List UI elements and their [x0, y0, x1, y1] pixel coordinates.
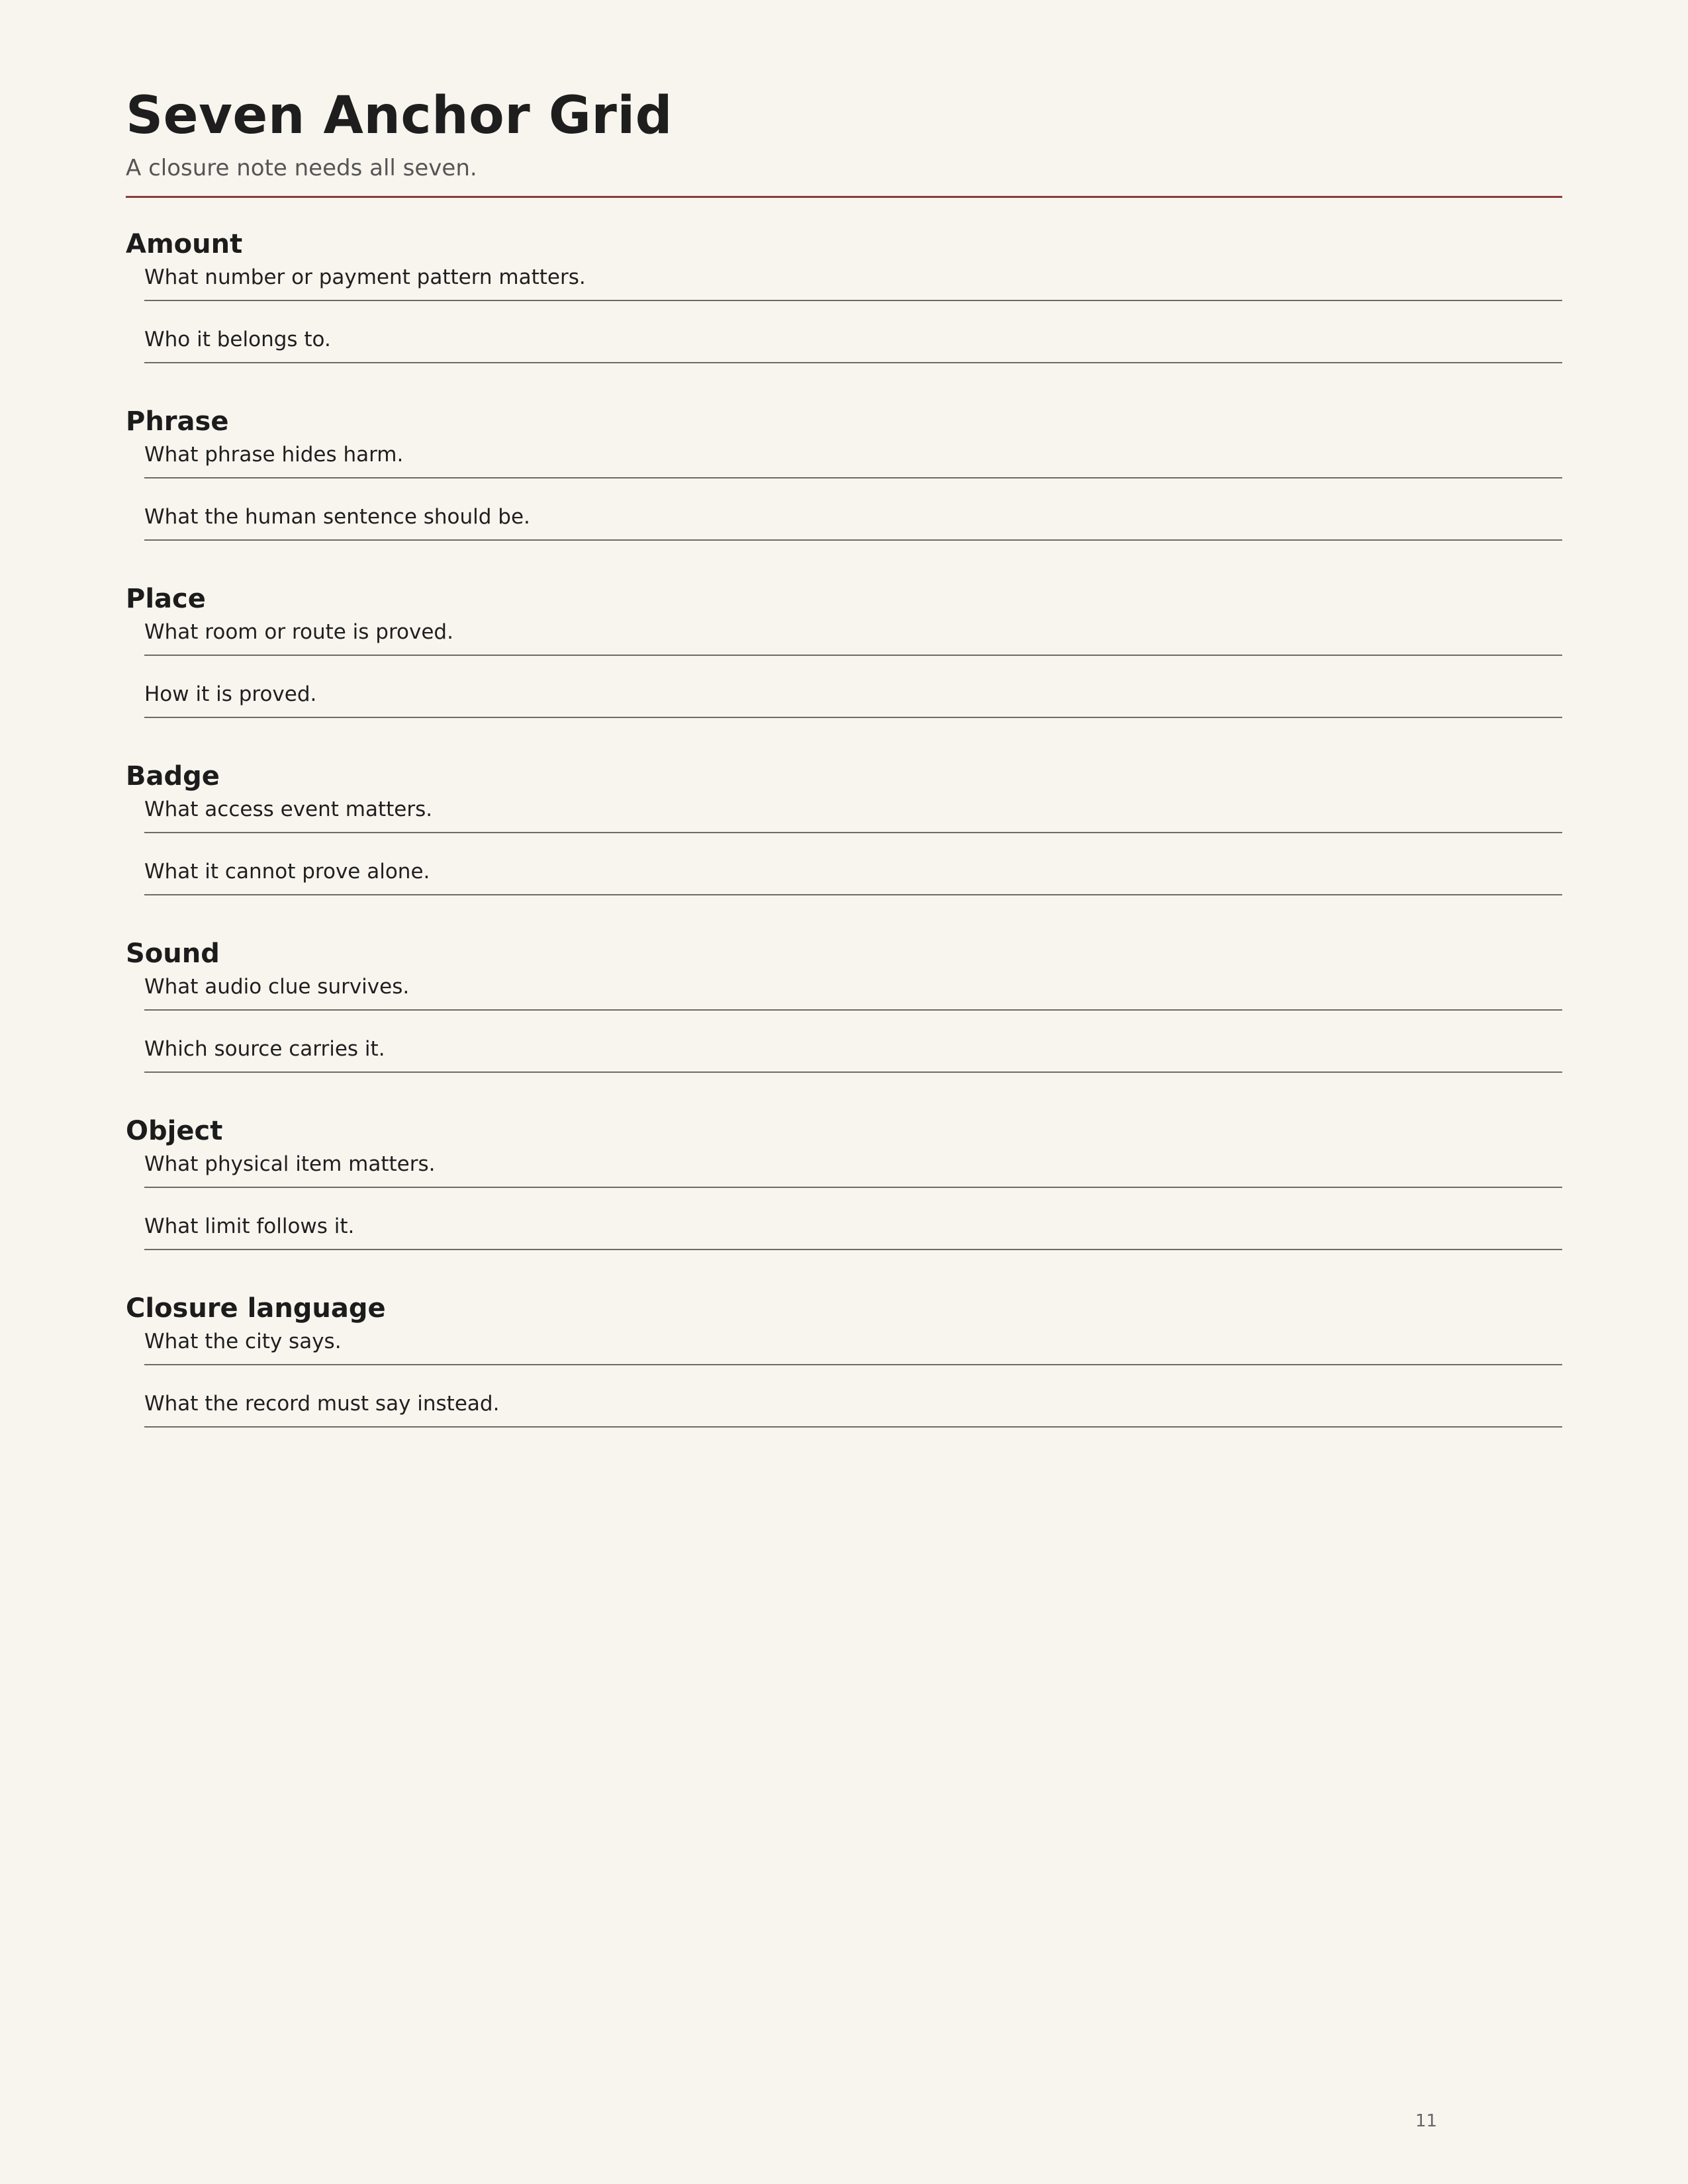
section-heading: Object — [126, 1116, 223, 1146]
writing-prompt[interactable] — [144, 437, 1562, 478]
writing-prompt[interactable] — [144, 833, 1562, 895]
section-heading: Amount — [126, 229, 243, 259]
section-phrase — [126, 406, 1562, 541]
answer-line[interactable] — [144, 1071, 1562, 1073]
prompt-label: What audio clue survives. — [144, 975, 410, 999]
answer-line[interactable] — [144, 1249, 1562, 1250]
prompt-label: What physical item matters. — [144, 1152, 436, 1176]
writing-prompt[interactable] — [144, 301, 1562, 363]
writing-prompt[interactable] — [144, 260, 1562, 301]
section-heading: Sound — [126, 938, 220, 969]
writing-prompt[interactable] — [144, 792, 1562, 833]
prompt-label: What it cannot prove alone. — [144, 860, 430, 884]
prompt-label: How it is proved. — [144, 682, 317, 706]
page-title: Seven Anchor Grid — [126, 86, 673, 146]
writing-prompt[interactable] — [144, 970, 1562, 1011]
answer-line[interactable] — [144, 1426, 1562, 1428]
section-amount — [126, 228, 1562, 363]
prompt-label: What limit follows it. — [144, 1214, 355, 1238]
page-subtitle: A closure note needs all seven. — [126, 155, 477, 181]
page-number: 11 — [1415, 2111, 1438, 2131]
title-divider — [126, 196, 1562, 198]
anchor-sections — [126, 228, 1562, 1428]
writing-prompt[interactable] — [144, 656, 1562, 718]
prompt-label: What access event matters. — [144, 797, 433, 821]
writing-prompt[interactable] — [144, 1365, 1562, 1428]
answer-line[interactable] — [144, 717, 1562, 718]
section-closure-language — [126, 1293, 1562, 1428]
writing-prompt[interactable] — [144, 615, 1562, 656]
writing-prompt[interactable] — [144, 1188, 1562, 1250]
prompt-label: What the record must say instead. — [144, 1392, 500, 1416]
prompt-label: What the city says. — [144, 1330, 342, 1353]
prompt-label: Which source carries it. — [144, 1037, 385, 1061]
section-heading: Place — [126, 584, 206, 614]
writing-prompt[interactable] — [144, 478, 1562, 541]
writing-prompt[interactable] — [144, 1147, 1562, 1188]
prompt-label: Who it belongs to. — [144, 328, 331, 351]
section-place — [126, 583, 1562, 718]
section-heading: Badge — [126, 761, 220, 792]
prompt-label: What phrase hides harm. — [144, 443, 404, 467]
section-badge — [126, 760, 1562, 895]
writing-prompt[interactable] — [144, 1324, 1562, 1365]
section-object — [126, 1115, 1562, 1250]
prompt-label: What room or route is proved. — [144, 620, 453, 644]
section-heading: Phrase — [126, 406, 229, 437]
worksheet-page — [126, 86, 1562, 1470]
answer-line[interactable] — [144, 894, 1562, 895]
section-heading: Closure language — [126, 1293, 386, 1324]
prompt-label: What the human sentence should be. — [144, 505, 530, 529]
prompt-label: What number or payment pattern matters. — [144, 265, 586, 289]
writing-prompt[interactable] — [144, 1011, 1562, 1073]
answer-line[interactable] — [144, 539, 1562, 541]
answer-line[interactable] — [144, 362, 1562, 363]
section-sound — [126, 938, 1562, 1073]
